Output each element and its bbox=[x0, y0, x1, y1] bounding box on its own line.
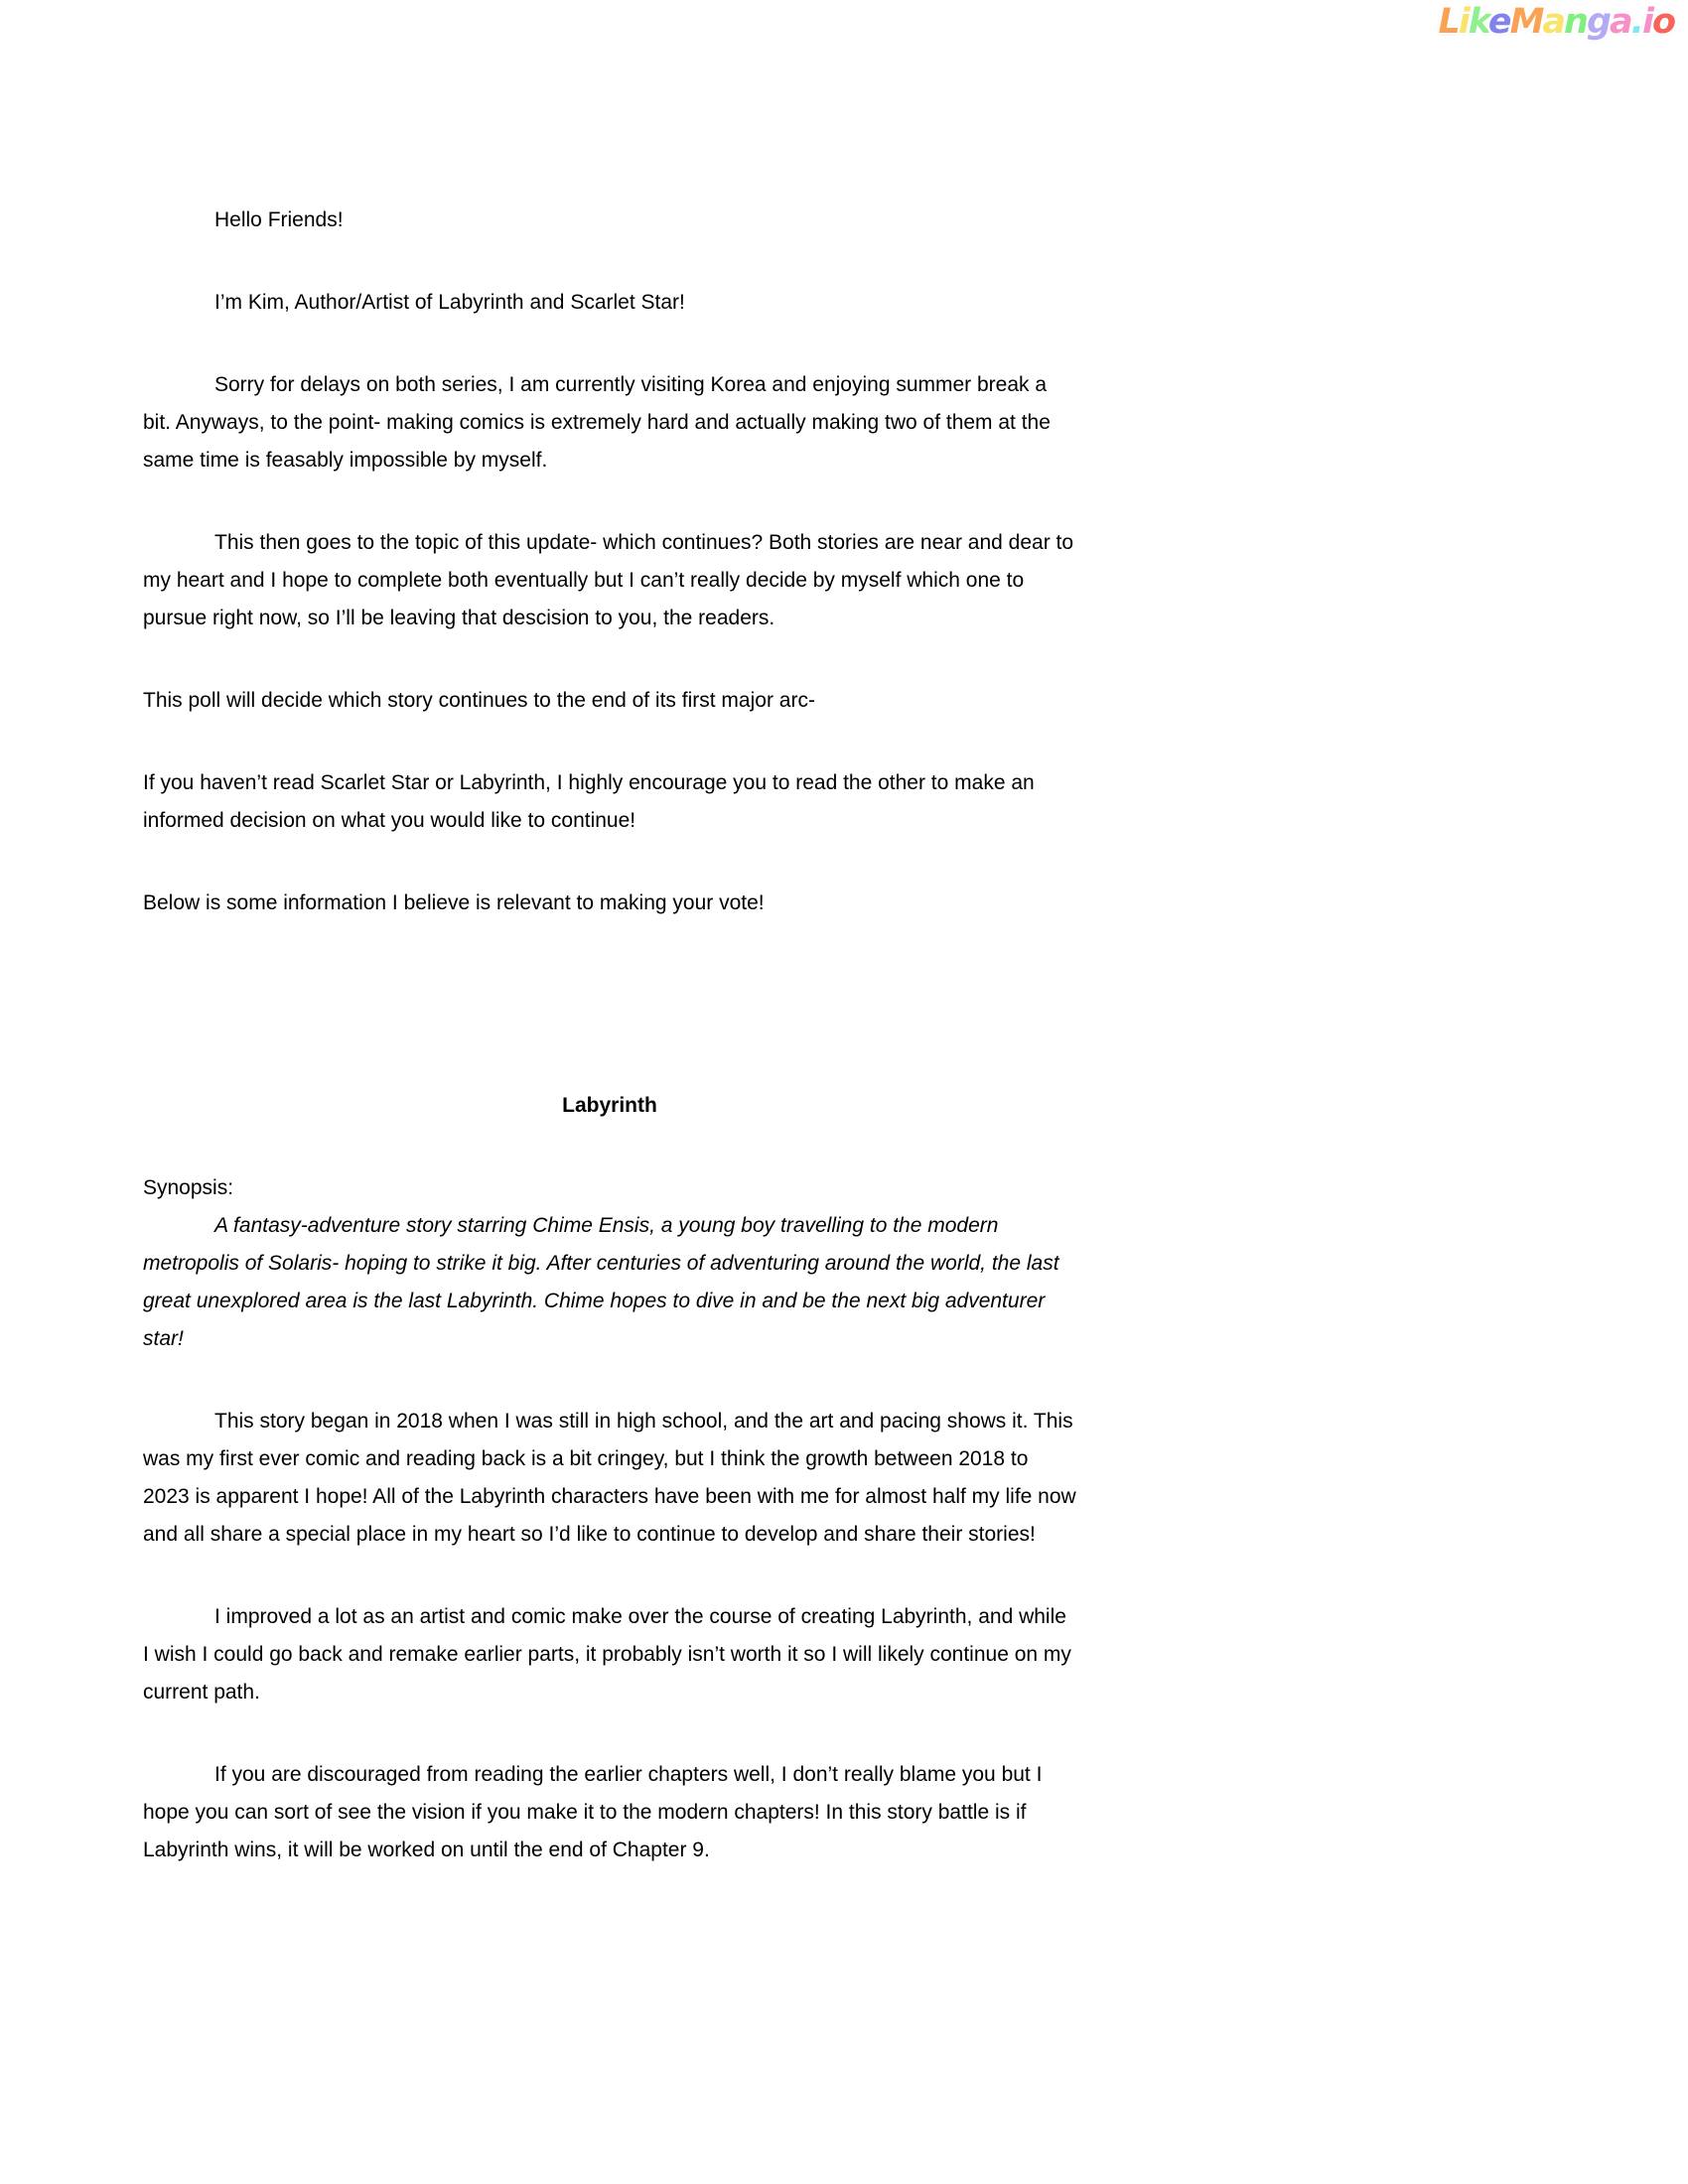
logo-letter: a bbox=[1542, 2, 1565, 42]
paragraph-poll: This poll will decide which story continues to the end of its first major arc- bbox=[143, 689, 815, 712]
paragraph-greeting: Hello Friends! bbox=[214, 208, 344, 231]
paragraph-discouraged: If you are discouraged from reading the earlier chapters well, I don’t really blame you but I hope you can sort of see the vision if you make it to the modern chapters! In this story battle is if Labyrinth wins, it will be worked on until the end of Chapter 9. bbox=[143, 1763, 1043, 1861]
logo-letter: a bbox=[1610, 2, 1631, 42]
paragraph-intro: I’m Kim, Author/Artist of Labyrinth and Scarlet Star! bbox=[214, 291, 685, 314]
logo-letter: i bbox=[1458, 2, 1469, 42]
document-content bbox=[143, 202, 1076, 1914]
paragraph-synopsis: A fantasy-adventure story starring Chime Ensis, a young boy travelling to the modern metropolis of Solaris- hoping to strike it big. After centuries of adventuring around the world, the last great unexplored area is the last Labyrinth. Chime hopes to dive in and be the next big adventurer star! bbox=[143, 1214, 1059, 1350]
logo-letter: n bbox=[1564, 2, 1587, 42]
logo-letter: k bbox=[1468, 2, 1488, 42]
paragraph-improvement: I improved a lot as an artist and comic make over the course of creating Labyrinth, and while I wish I could go back and remake earlier parts, it probably isn’t worth it so I will likely continue on my current path. bbox=[143, 1605, 1071, 1704]
logo-letter: e bbox=[1487, 2, 1510, 42]
section-title-labyrinth: Labyrinth bbox=[562, 1094, 657, 1117]
logo-letter: o bbox=[1651, 2, 1674, 42]
logo-letter: i bbox=[1641, 2, 1652, 42]
logo-letter: L bbox=[1438, 2, 1459, 42]
synopsis-label: Synopsis: bbox=[143, 1176, 234, 1199]
paragraph-history: This story began in 2018 when I was still in high school, and the art and pacing shows it. This was my first ever comic and reading back is a bit cringey, but I think the growth between 2018 to 2023 is apparent I hope! All of the Labyrinth characters have been with me for almost half my life now and all share a special place in my heart so I’d like to continue to develop and share their stories! bbox=[143, 1410, 1076, 1546]
logo-letter: g bbox=[1586, 2, 1611, 42]
paragraph-below-info: Below is some information I believe is relevant to making your vote! bbox=[143, 891, 765, 914]
paragraph-encourage: If you haven’t read Scarlet Star or Labyrinth, I highly encourage you to read the other to make an informed decision on what you would like to continue! bbox=[143, 771, 1035, 832]
logo-letter: M bbox=[1509, 2, 1543, 42]
logo-letter: . bbox=[1630, 2, 1642, 42]
paragraph-apology: Sorry for delays on both series, I am currently visiting Korea and enjoying summer break a bit. Anyways, to the point- making comics is extremely hard and actually making two of them at the same time is feasably impossible by myself. bbox=[143, 373, 1051, 472]
paragraph-topic: This then goes to the topic of this update- which continues? Both stories are near and dear to my heart and I hope to complete both eventually but I can’t really decide by myself which one to pursue right now, so I’ll be leaving that descision to you, the readers. bbox=[143, 531, 1074, 629]
site-logo bbox=[1438, 2, 1674, 42]
